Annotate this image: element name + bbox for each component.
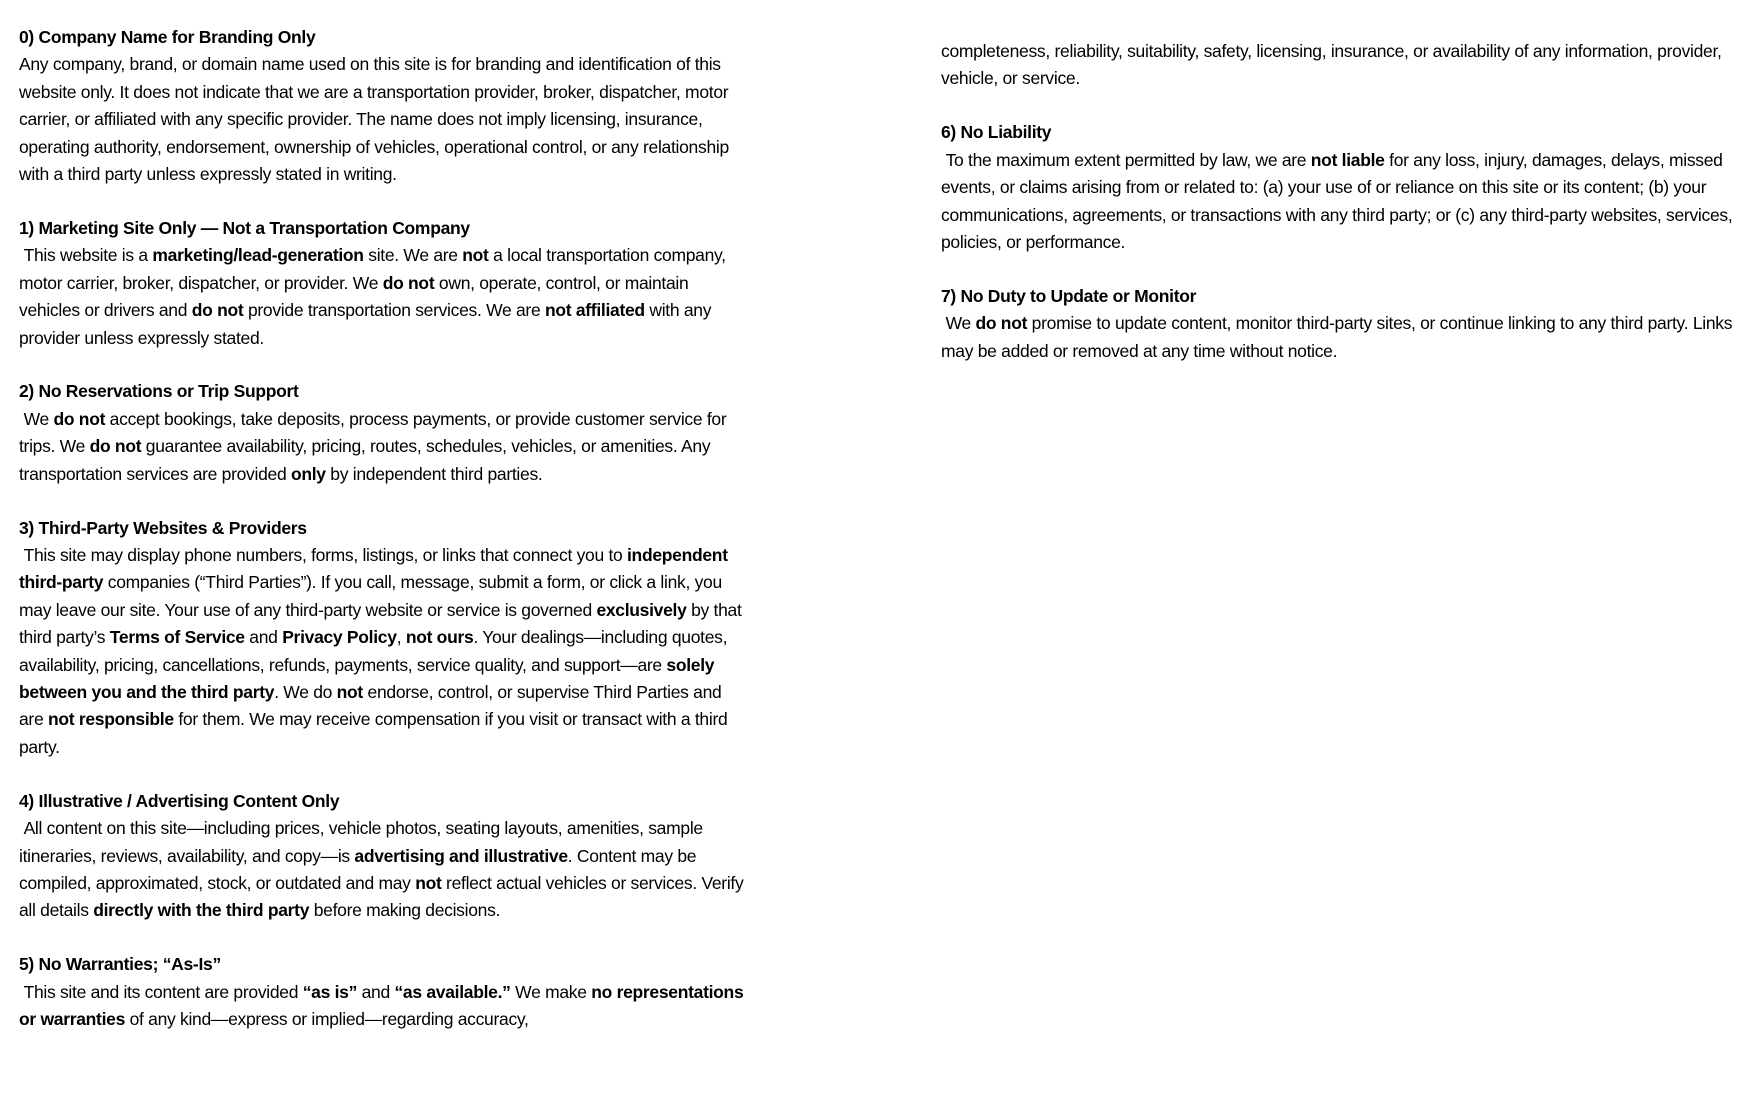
- section-body-text: provide transportation services. We are: [243, 300, 545, 321]
- section-body-text: guarantee availability, pricing, routes, schedules, vehicles, or amenities. Any transportation services are provided: [19, 436, 715, 484]
- section-heading: 4) Illustrative / Advertising Content Only: [19, 790, 340, 811]
- section-body-bold-text: do not: [89, 436, 142, 457]
- disclaimer-section: [19, 515, 746, 762]
- section-body-text: companies (“Third Parties”). If you call, message, submit a form, or click a link, you may leave our site. Your use of any third-party website or service is governed: [19, 572, 727, 620]
- section-body-text: . We do: [274, 682, 337, 703]
- section-heading: 1) Marketing Site Only — Not a Transportation Company: [19, 217, 470, 238]
- section-body-bold-text: Privacy Policy: [282, 627, 397, 648]
- section-body-bold-text: independent third-party: [19, 545, 733, 593]
- section-body-text: own, operate, control, or maintain vehicles or drivers and: [19, 272, 694, 321]
- section-body-text: by that third party’s: [19, 599, 747, 648]
- section-heading: 5) No Warranties; “As-Is”: [19, 954, 221, 975]
- section-body-text: and: [244, 627, 283, 648]
- section-body-text: promise to update content, monitor third-party sites, or continue linking to any third party. Links may be added or removed at any time without notice.: [941, 313, 1737, 361]
- section-body-text: All content on this site—including prices, vehicle photos, seating layouts, amenities, sample itineraries, reviews, availability, and copy—is: [19, 818, 708, 866]
- section-heading: 2) No Reservations or Trip Support: [19, 381, 299, 402]
- section-body-text: of any kind—express or implied—regarding accuracy,: [125, 1009, 529, 1030]
- disclaimer-section: [19, 215, 746, 352]
- section-body-text: with any provider unless expressly stated.: [19, 300, 716, 348]
- section-body-text: for them. We may receive compensation if you visit or transact with a third party.: [19, 709, 732, 757]
- section-body-bold-text: no representations or warranties: [19, 981, 748, 1030]
- section-body-text: . Your dealings—including quotes, availability, pricing, cancellations, refunds, payments, service quality, and support—are: [19, 627, 732, 675]
- disclaimer-section: [941, 283, 1737, 365]
- disclaimer-section: [19, 788, 746, 925]
- section-body-bold-text: directly with the third party: [93, 900, 310, 921]
- disclaimer-section: [19, 378, 746, 488]
- section-body-text: accept bookings, take deposits, process payments, or provide customer service for trips. We: [19, 408, 731, 457]
- section-body-bold-text: not affiliated: [544, 300, 645, 321]
- section-body-bold-text: not responsible: [47, 709, 174, 730]
- section-heading: 0) Company Name for Branding Only: [19, 27, 316, 47]
- section-heading: 3) Third-Party Websites & Providers: [19, 517, 307, 538]
- section-body-text: for any loss, injury, damages, delays, missed events, or claims arising from or related to: (a) your use of or reliance on this site or its content; (b) your communications, agreements, or transactions with any third party; or (c) any third-party websites, services, policies, or performance.: [941, 149, 1737, 252]
- section-body-bold-text: not: [336, 682, 363, 703]
- section-body-text: This website is a: [19, 245, 153, 266]
- section-body-text: a local transportation company, motor carrier, broker, dispatcher, or provider. We: [19, 245, 731, 293]
- disclaimer-continuation: [941, 38, 1733, 93]
- section-body-text: ,: [396, 627, 406, 648]
- section-body-text: This site and its content are provided: [19, 981, 303, 1002]
- section-body-text: We: [941, 313, 976, 334]
- section-body-text: completeness, reliability, suitability, safety, licensing, insurance, or availability of any information, provider, vehicle, or service.: [941, 41, 1727, 89]
- section-heading: 6) No Liability: [941, 122, 1052, 143]
- column-left: [19, 0, 746, 1060]
- section-body-text: We make: [510, 981, 592, 1002]
- section-body-bold-text: “as is”: [302, 981, 358, 1002]
- section-body-text: by independent third parties.: [325, 463, 543, 484]
- section-body-text: endorse, control, or supervise Third Parties and are: [19, 682, 727, 730]
- section-body-bold-text: advertising and illustrative: [354, 845, 568, 866]
- section-body-text: before making decisions.: [309, 900, 501, 921]
- section-body-text: and: [357, 981, 395, 1002]
- section-body-bold-text: Terms of Service: [109, 627, 245, 648]
- section-body-bold-text: solely between you and the third party: [19, 654, 719, 703]
- disclaimer-section: [19, 951, 746, 1033]
- section-body-bold-text: not: [415, 872, 442, 893]
- section-body-bold-text: not ours: [405, 627, 474, 648]
- section-body-bold-text: not liable: [1310, 149, 1385, 170]
- section-body-text: . Content may be compiled, approximated, stock, or outdated and may: [19, 845, 701, 893]
- section-heading: 7) No Duty to Update or Monitor: [941, 285, 1197, 306]
- section-body-text: reflect actual vehicles or services. Verify all details: [19, 872, 748, 921]
- section-body-text: Any company, brand, or domain name used on this site is for branding and identification of this website only. It does not indicate that we are a transportation provider, broker, dispatcher, motor carrier, or affiliated with any specific provider. The name does not imply licensing, insurance, operating authority, endorsement, ownership of vehicles, operational control, or any relationship with a third party unless expressly stated in writing.: [19, 54, 734, 185]
- section-body-bold-text: do not: [191, 300, 244, 321]
- section-body-bold-text: not: [462, 245, 489, 266]
- section-body-bold-text: marketing/lead-generation: [152, 245, 364, 266]
- section-body-text: To the maximum extent permitted by law, we are: [941, 149, 1311, 170]
- section-body-text: This site may display phone numbers, forms, listings, or links that connect you to: [19, 545, 627, 565]
- disclaimer-section: [19, 24, 746, 188]
- section-body-text: We: [19, 408, 54, 429]
- section-body-bold-text: exclusively: [596, 599, 687, 620]
- disclaimer-section: [941, 119, 1737, 256]
- section-body-bold-text: “as available.”: [394, 981, 511, 1002]
- column-right: [941, 0, 1737, 392]
- section-body-bold-text: do not: [975, 313, 1028, 334]
- section-body-bold-text: only: [290, 463, 326, 484]
- section-body-bold-text: do not: [53, 408, 106, 429]
- section-body-text: site. We are: [363, 245, 463, 266]
- section-body-bold-text: do not: [382, 272, 435, 293]
